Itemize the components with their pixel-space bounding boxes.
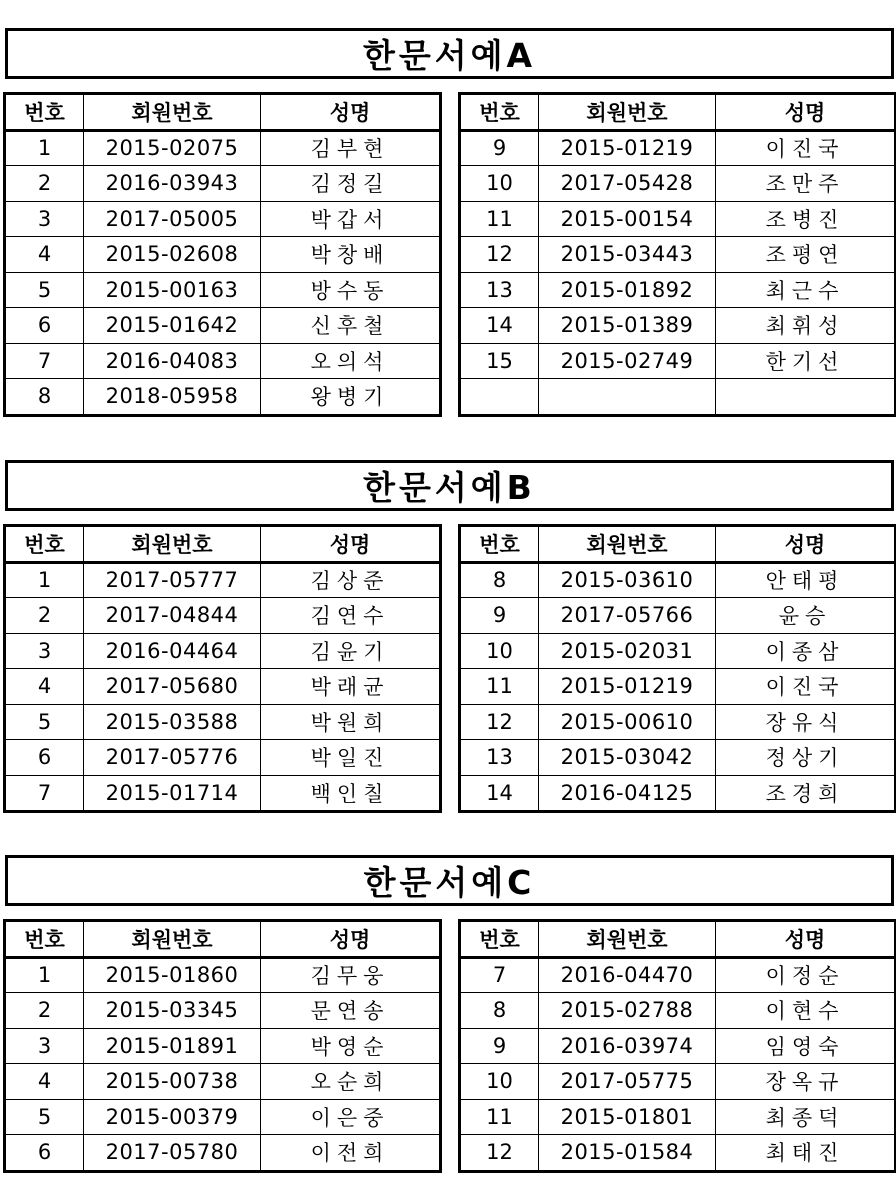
table-row xyxy=(461,1135,895,1171)
member-name: 김연수 xyxy=(261,598,440,634)
member-name: 조평연 xyxy=(716,237,895,273)
member-id: 2016-04083 xyxy=(84,343,261,379)
member-id: 2015-01584 xyxy=(539,1135,716,1171)
member-name xyxy=(716,379,895,415)
member-name: 김윤기 xyxy=(261,633,440,669)
row-number: 3 xyxy=(6,201,84,237)
row-number: 10 xyxy=(461,633,539,669)
header-no: 번호 xyxy=(6,95,84,131)
member-name: 임영숙 xyxy=(716,1028,895,1064)
member-id: 2015-00163 xyxy=(84,272,261,308)
roster-table-left xyxy=(5,94,440,415)
member-id: 2015-00379 xyxy=(84,1099,261,1135)
member-name: 박창배 xyxy=(261,237,440,273)
row-number: 5 xyxy=(6,704,84,740)
member-id: 2015-03443 xyxy=(539,237,716,273)
member-id: 2015-02608 xyxy=(84,237,261,273)
table-row xyxy=(6,308,440,344)
member-name: 김무웅 xyxy=(261,957,440,993)
table-row xyxy=(461,130,895,166)
member-name: 왕병기 xyxy=(261,379,440,415)
row-number: 2 xyxy=(6,166,84,202)
member-id: 2015-03588 xyxy=(84,704,261,740)
roster-table-left xyxy=(5,526,440,811)
table-row xyxy=(461,201,895,237)
table-row xyxy=(6,669,440,705)
row-number: 2 xyxy=(6,993,84,1029)
row-number: 3 xyxy=(6,633,84,669)
header-no: 번호 xyxy=(461,95,539,131)
table-row xyxy=(461,633,895,669)
table-row xyxy=(6,272,440,308)
row-number: 14 xyxy=(461,775,539,811)
member-name: 한기선 xyxy=(716,343,895,379)
member-name: 장옥규 xyxy=(716,1064,895,1100)
member-name: 이진국 xyxy=(716,669,895,705)
header-member-id: 회원번호 xyxy=(84,922,261,958)
member-name: 김상준 xyxy=(261,562,440,598)
member-name: 신후철 xyxy=(261,308,440,344)
header-name: 성명 xyxy=(716,922,895,958)
row-number: 9 xyxy=(461,1028,539,1064)
row-number: 6 xyxy=(6,740,84,776)
member-id: 2017-05680 xyxy=(84,669,261,705)
member-name: 최근수 xyxy=(716,272,895,308)
header-name: 성명 xyxy=(716,95,895,131)
member-id: 2015-00154 xyxy=(539,201,716,237)
member-name: 최휘성 xyxy=(716,308,895,344)
row-number: 5 xyxy=(6,1099,84,1135)
row-number: 9 xyxy=(461,130,539,166)
header-member-id: 회원번호 xyxy=(539,527,716,563)
header-row xyxy=(6,527,440,563)
table-row xyxy=(6,1064,440,1100)
table-row xyxy=(6,201,440,237)
table-row xyxy=(6,598,440,634)
member-id: 2015-02749 xyxy=(539,343,716,379)
member-id: 2015-01714 xyxy=(84,775,261,811)
row-number: 8 xyxy=(461,562,539,598)
member-name: 박원희 xyxy=(261,704,440,740)
member-name: 이정순 xyxy=(716,957,895,993)
row-number: 3 xyxy=(6,1028,84,1064)
member-id: 2015-02031 xyxy=(539,633,716,669)
member-id: 2017-05777 xyxy=(84,562,261,598)
table-row xyxy=(461,272,895,308)
table-row xyxy=(461,669,895,705)
row-number: 12 xyxy=(461,1135,539,1171)
header-name: 성명 xyxy=(716,527,895,563)
row-number: 10 xyxy=(461,1064,539,1100)
header-name: 성명 xyxy=(261,527,440,563)
row-number: 11 xyxy=(461,201,539,237)
member-name: 방수동 xyxy=(261,272,440,308)
row-number: 8 xyxy=(6,379,84,415)
table-row xyxy=(6,633,440,669)
header-name: 성명 xyxy=(261,922,440,958)
member-id: 2017-05776 xyxy=(84,740,261,776)
member-name: 박영순 xyxy=(261,1028,440,1064)
member-name: 조만주 xyxy=(716,166,895,202)
header-row xyxy=(6,95,440,131)
member-name: 이현수 xyxy=(716,993,895,1029)
member-id: 2015-01219 xyxy=(539,130,716,166)
row-number: 6 xyxy=(6,308,84,344)
table-row xyxy=(461,775,895,811)
table-row xyxy=(461,957,895,993)
header-member-id: 회원번호 xyxy=(539,95,716,131)
member-id: 2017-05775 xyxy=(539,1064,716,1100)
header-no: 번호 xyxy=(461,922,539,958)
member-name: 윤승 xyxy=(716,598,895,634)
member-id: 2017-04844 xyxy=(84,598,261,634)
member-id: 2015-01860 xyxy=(84,957,261,993)
table-row xyxy=(461,308,895,344)
table-row xyxy=(6,740,440,776)
table-row xyxy=(461,740,895,776)
roster-table-right xyxy=(460,526,895,811)
row-number: 11 xyxy=(461,1099,539,1135)
header-row xyxy=(6,922,440,958)
table-row xyxy=(6,1028,440,1064)
table-row xyxy=(461,562,895,598)
header-member-id: 회원번호 xyxy=(84,527,261,563)
row-number: 7 xyxy=(461,957,539,993)
member-name: 백인칠 xyxy=(261,775,440,811)
member-id: 2018-05958 xyxy=(84,379,261,415)
table-row xyxy=(461,166,895,202)
table-row xyxy=(6,957,440,993)
table-row xyxy=(461,598,895,634)
table-row xyxy=(6,1099,440,1135)
row-number: 10 xyxy=(461,166,539,202)
section-c xyxy=(5,855,894,1171)
table-row xyxy=(461,237,895,273)
table-row xyxy=(6,562,440,598)
row-number: 14 xyxy=(461,308,539,344)
header-name: 성명 xyxy=(261,95,440,131)
section-title: 한문서예C xyxy=(5,855,894,906)
member-name: 오순희 xyxy=(261,1064,440,1100)
section-a xyxy=(5,28,894,415)
row-number: 15 xyxy=(461,343,539,379)
roster-table-left xyxy=(5,921,440,1171)
table-row xyxy=(461,379,895,415)
member-id: 2015-01801 xyxy=(539,1099,716,1135)
member-id: 2016-03974 xyxy=(539,1028,716,1064)
member-id: 2015-03042 xyxy=(539,740,716,776)
row-number: 1 xyxy=(6,130,84,166)
section-b xyxy=(5,460,894,811)
member-id: 2015-00610 xyxy=(539,704,716,740)
member-name: 조경희 xyxy=(716,775,895,811)
table-row xyxy=(6,775,440,811)
row-number xyxy=(461,379,539,415)
header-row xyxy=(461,95,895,131)
row-number: 13 xyxy=(461,272,539,308)
member-name: 최태진 xyxy=(716,1135,895,1171)
header-row xyxy=(461,922,895,958)
member-name: 이진국 xyxy=(716,130,895,166)
table-row xyxy=(6,166,440,202)
table-row xyxy=(6,993,440,1029)
header-no: 번호 xyxy=(6,527,84,563)
table-row xyxy=(6,130,440,166)
section-title: 한문서예A xyxy=(5,28,894,79)
member-id: 2016-04125 xyxy=(539,775,716,811)
row-number: 8 xyxy=(461,993,539,1029)
table-row xyxy=(461,1028,895,1064)
row-number: 9 xyxy=(461,598,539,634)
member-id: 2016-04464 xyxy=(84,633,261,669)
row-number: 5 xyxy=(6,272,84,308)
member-name: 장유식 xyxy=(716,704,895,740)
table-row xyxy=(6,379,440,415)
table-row xyxy=(6,1135,440,1171)
row-number: 11 xyxy=(461,669,539,705)
member-name: 문연송 xyxy=(261,993,440,1029)
member-name: 김부현 xyxy=(261,130,440,166)
row-number: 7 xyxy=(6,775,84,811)
row-number: 12 xyxy=(461,704,539,740)
member-name: 안태평 xyxy=(716,562,895,598)
member-name: 박갑서 xyxy=(261,201,440,237)
member-name: 이전희 xyxy=(261,1135,440,1171)
row-number: 4 xyxy=(6,669,84,705)
row-number: 7 xyxy=(6,343,84,379)
member-name: 이종삼 xyxy=(716,633,895,669)
row-number: 1 xyxy=(6,957,84,993)
member-id: 2017-05428 xyxy=(539,166,716,202)
member-name: 최종덕 xyxy=(716,1099,895,1135)
header-no: 번호 xyxy=(461,527,539,563)
table-row xyxy=(6,237,440,273)
member-id: 2016-03943 xyxy=(84,166,261,202)
table-row xyxy=(461,1064,895,1100)
row-number: 1 xyxy=(6,562,84,598)
member-id: 2016-04470 xyxy=(539,957,716,993)
member-name: 박래균 xyxy=(261,669,440,705)
member-id: 2015-01642 xyxy=(84,308,261,344)
header-row xyxy=(461,527,895,563)
member-id: 2015-01219 xyxy=(539,669,716,705)
member-id: 2015-03610 xyxy=(539,562,716,598)
member-name: 박일진 xyxy=(261,740,440,776)
section-title: 한문서예B xyxy=(5,460,894,511)
member-id: 2015-01892 xyxy=(539,272,716,308)
table-row xyxy=(461,704,895,740)
roster-table-right xyxy=(460,921,895,1171)
member-name: 조병진 xyxy=(716,201,895,237)
member-name: 김정길 xyxy=(261,166,440,202)
row-number: 2 xyxy=(6,598,84,634)
member-id: 2017-05005 xyxy=(84,201,261,237)
row-number: 4 xyxy=(6,237,84,273)
member-id: 2015-02788 xyxy=(539,993,716,1029)
member-name: 오의석 xyxy=(261,343,440,379)
row-number: 4 xyxy=(6,1064,84,1100)
table-row xyxy=(461,1099,895,1135)
member-id: 2015-01389 xyxy=(539,308,716,344)
header-member-id: 회원번호 xyxy=(539,922,716,958)
member-name: 정상기 xyxy=(716,740,895,776)
member-name: 이은중 xyxy=(261,1099,440,1135)
table-row xyxy=(461,343,895,379)
member-id: 2017-05766 xyxy=(539,598,716,634)
table-row xyxy=(461,993,895,1029)
row-number: 13 xyxy=(461,740,539,776)
member-id: 2015-03345 xyxy=(84,993,261,1029)
member-id: 2015-01891 xyxy=(84,1028,261,1064)
header-member-id: 회원번호 xyxy=(84,95,261,131)
roster-table-right xyxy=(460,94,895,415)
header-no: 번호 xyxy=(6,922,84,958)
row-number: 6 xyxy=(6,1135,84,1171)
table-row xyxy=(6,704,440,740)
row-number: 12 xyxy=(461,237,539,273)
member-id xyxy=(539,379,716,415)
table-row xyxy=(6,343,440,379)
member-id: 2015-00738 xyxy=(84,1064,261,1100)
member-id: 2015-02075 xyxy=(84,130,261,166)
member-id: 2017-05780 xyxy=(84,1135,261,1171)
